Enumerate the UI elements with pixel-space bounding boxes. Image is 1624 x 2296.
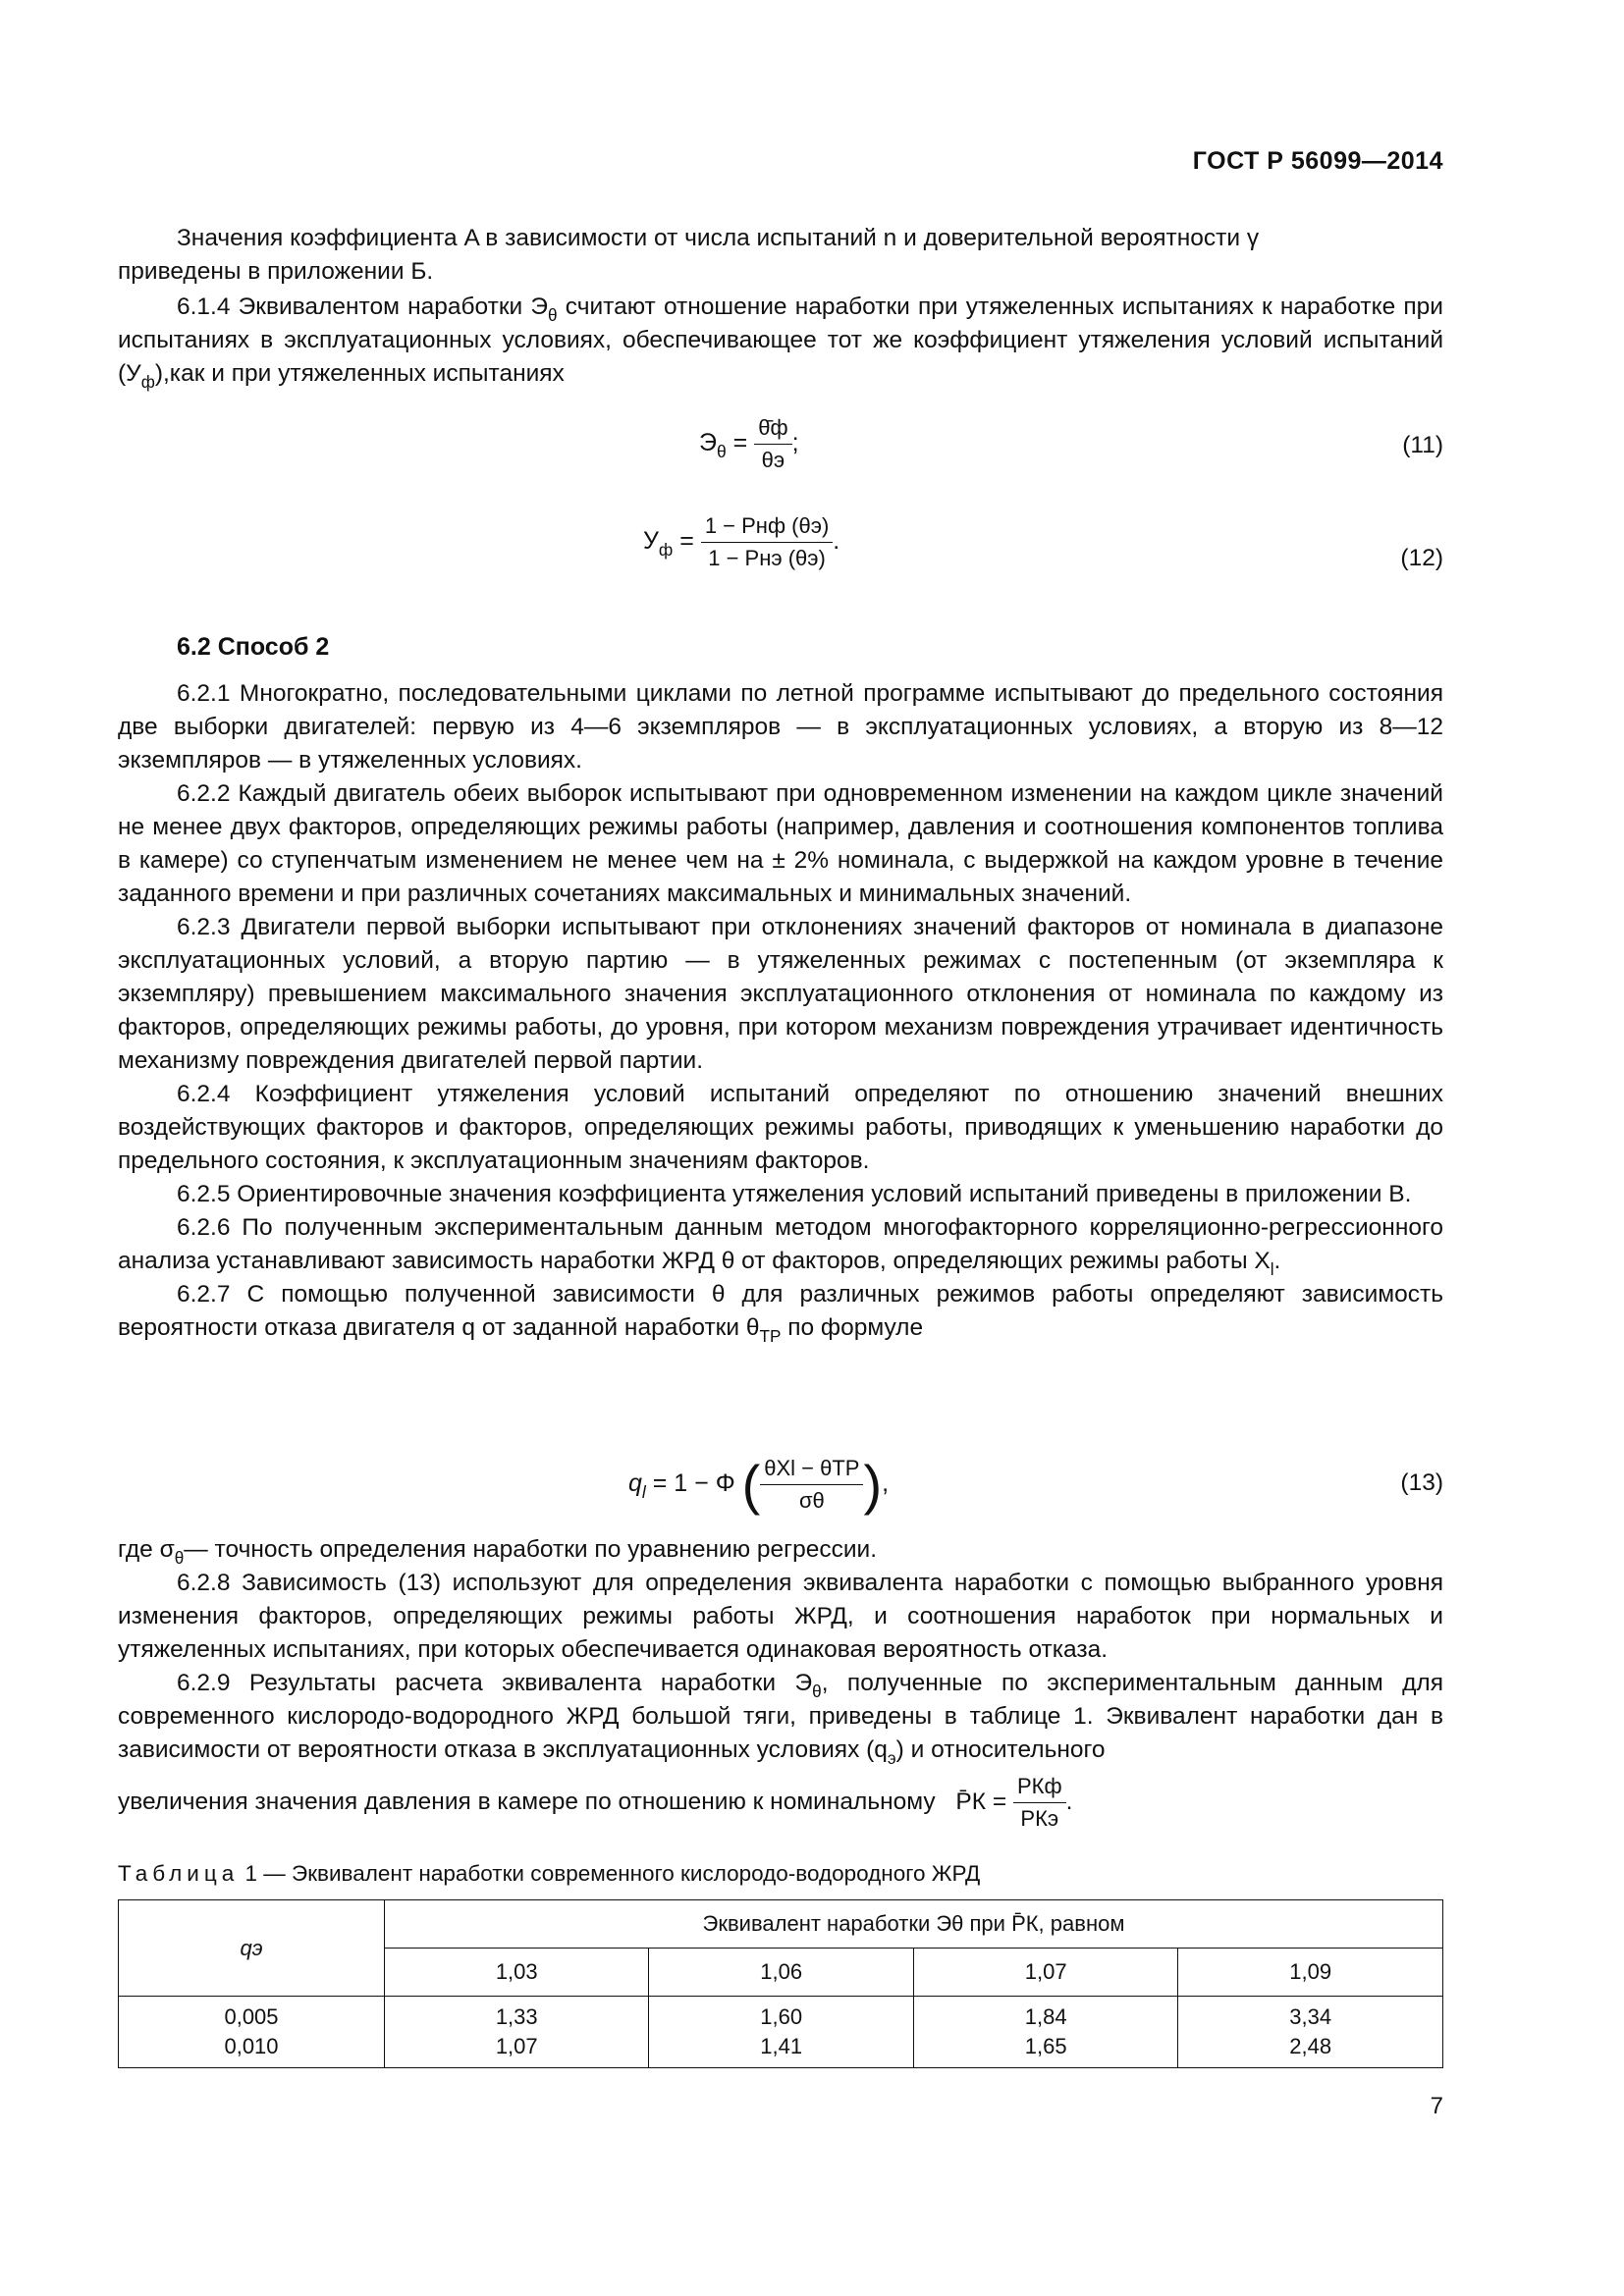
table-1-value-cell (913, 1997, 1177, 2068)
section-6-2-body (118, 677, 1443, 1345)
paragraph-6-2-3: 6.2.3 Двигатели первой выборки испытывают при отклонениях значений факторов от номинала в диапазоне эксплуатационных условий, а вторую партию — в утяжеленных режимах с постепенным (от экземпляра к экземпляру) превышением максимального значения эксплуатационного отклонения от номинала по каждому из факторов, определяющих режимы работы, до уровня, при котором механизм повреждения утрачивает идентичность механизму повреждения двигателей первой партии. (118, 914, 1443, 1074)
formula-13-paren-close: ) (863, 1454, 883, 1516)
formula-11 (699, 414, 799, 474)
formula-12-eq: = (679, 527, 694, 556)
p614-sub-a: θ (548, 305, 558, 325)
where-text-b: — точность определения наработки по уравнению регрессии. (184, 1536, 878, 1563)
formula-13 (628, 1453, 889, 1517)
p627-sub: ТР (759, 1326, 782, 1346)
paragraph-6-2-4: 6.2.4 Коэффициент утяжеления условий испытаний определяют по отношению значений внешних воздействующих факторов и факторов, определяющих режимы работы, приводящих к уменьшению наработки до предельного состояния, к эксплуатационным значениям факторов. (118, 1081, 1443, 1174)
formula-12-fraction (701, 512, 833, 572)
p627-text-a: 6.2.7 С помощью полученной зависимости θ для различных режимов работы определяют зависимость вероятности отказа двигателя q от заданной наработки θ (118, 1281, 1443, 1341)
p629-sub-b: э (887, 1748, 896, 1768)
where-sub: θ (174, 1548, 185, 1568)
p629-text-b: , полученные по экспериментальным данным для современного кислородо-водородного ЖРД большой тяги, приведены в таблице 1. Эквивалент наработки дан в зависимости от вероятности отказа в эксплуатационных условиях (q (118, 1670, 1443, 1763)
formula-11-numerator: θ̄ф (754, 414, 791, 445)
table-1-col-header: 1,09 (1178, 1949, 1443, 1997)
intro-line-2: приведены в приложении Б. (118, 258, 434, 285)
paragraph-6-2-1: 6.2.1 Многократно, последовательными циклами по летной программе испытывают до предельного состояния две выборки двигателей: первую из 4—6 экземпляров — в эксплуатационных условиях, а вторую из 8—12 экземпляров — в утяжеленных условиях. (118, 680, 1443, 774)
table-1-q-cell (119, 1997, 385, 2068)
formula-13-paren-open: ( (741, 1454, 761, 1516)
p626-text-b: . (1273, 1248, 1281, 1274)
table-cell-value: 2,48 (1289, 2034, 1332, 2058)
formula-12 (643, 512, 839, 572)
paragraph-6-2-6 (118, 1211, 1443, 1278)
paragraph-6-2-9 (118, 1667, 1443, 1767)
section-6-2-tail (118, 1533, 1443, 1833)
paragraph-6-2-8: 6.2.8 Зависимость (13) используют для определения эквивалента наработки с помощью выбранного уровня изменения факторов, определяющих режимы работы ЖРД, и соотношения наработок при нормальных и утяжеленных испытаниях, при которых обеспечивается одинаковая вероятность отказа. (118, 1570, 1443, 1663)
table-1-caption (118, 1861, 980, 1887)
table-1-col-header: 1,03 (385, 1949, 649, 1997)
p614-text-a: 6.1.4 Эквивалентом наработки Э (177, 294, 549, 320)
paragraph-6-1-4 (118, 291, 1443, 391)
table-cell-value: 1,33 (495, 2004, 538, 2029)
table-1-col-header: 1,07 (913, 1949, 1177, 1997)
formula-11-number: (11) (1402, 432, 1443, 458)
p614-sub-b: ф (140, 372, 155, 392)
formula-13-denominator: σθ (798, 1488, 825, 1513)
pk-denominator: PКэ (1020, 1806, 1059, 1831)
p627-text-b: по формуле (781, 1314, 924, 1341)
formula-11-lhs-sub: θ (716, 442, 727, 462)
table-1 (118, 1899, 1443, 2068)
table-cell-value: 1,07 (495, 2034, 538, 2058)
formula-13-number: (13) (1400, 1469, 1443, 1496)
formula-11-fraction (754, 414, 791, 474)
formula-11-tail: ; (791, 429, 799, 457)
formula-13-fraction (760, 1455, 863, 1515)
where-text-a: где σ (118, 1536, 175, 1563)
formula-12-tail: . (833, 527, 840, 556)
table-1-value-cell (649, 1997, 913, 2068)
formula-12-denominator: 1 − Pнэ (θэ) (708, 546, 826, 570)
section-heading-6-2: 6.2 Способ 2 (177, 633, 330, 661)
formula-13-eq: = 1 − Φ (652, 1469, 735, 1498)
paragraph-6-2-5: 6.2.5 Ориентировочные значения коэффициента утяжеления условий испытаний приведены в приложении В. (177, 1181, 1412, 1207)
formula-12-numerator: 1 − Pнф (θэ) (701, 512, 833, 543)
table-cell-value: 1,84 (1024, 2004, 1067, 2029)
table-1-group-header: Эквивалент наработки Эθ при P̄К, равном (385, 1900, 1443, 1949)
table-1-col-header: 1,06 (649, 1949, 913, 1997)
standard-header: ГОСТ Р 56099—2014 (1192, 147, 1443, 175)
p626-text-a: 6.2.6 По полученным экспериментальным данным методом многофакторного корреляционно-регрессионного анализа устанавливают зависимость наработки ЖРД θ от факторов, определяющих режимы работы X (118, 1214, 1443, 1274)
pk-tail: . (1065, 1788, 1073, 1815)
formula-13-lhs: q (628, 1469, 642, 1498)
pk-formula: P̄К = $\frac{\text{PКф}}{\text{PКэ}}$ . (955, 1774, 1073, 1831)
table-1-caption-text: 1 — Эквивалент наработки современного кислородо-водородного ЖРД (244, 1861, 981, 1886)
table-1-caption-label: Таблица (118, 1861, 240, 1886)
table-1-value-cell (385, 1997, 649, 2068)
formula-13-lhs-sub: l (641, 1482, 646, 1503)
table-cell-value: 1,41 (760, 2034, 803, 2058)
p629-text-c: ) и относительного (895, 1736, 1106, 1763)
intro-line-1: Значения коэффициента A в зависимости от числа испытаний n и доверительной вероятности γ (177, 225, 1260, 251)
formula-13-tail: , (882, 1469, 890, 1498)
formula-11-denominator: θэ (761, 448, 785, 472)
pk-fraction (1013, 1773, 1066, 1833)
p629-text-d: увеличения значения давления в камере по отношению к номинальному (118, 1788, 936, 1815)
pk-numerator: PКф (1013, 1773, 1066, 1803)
formula-11-eq: = (732, 429, 748, 457)
table-cell-value: 3,34 (1289, 2004, 1332, 2029)
pk-lhs: P̄К (955, 1788, 987, 1815)
table-cell-value: 1,60 (760, 2004, 803, 2029)
p614-text-c: ),как и при утяжеленных испытаниях (154, 360, 565, 387)
paragraph-6-2-7 (118, 1278, 1443, 1345)
p626-sub: l (1270, 1259, 1274, 1279)
formula-13-numerator: θXl − θТР (760, 1455, 863, 1485)
p629-text-a: 6.2.9 Результаты расчета эквивалента наработки Э (177, 1670, 813, 1696)
formula-11-lhs: Э (699, 429, 717, 457)
formula-12-number: (12) (1400, 545, 1443, 571)
formula-13-where (118, 1533, 1443, 1567)
table-1-col-q-header: qэ (119, 1900, 385, 1997)
formula-12-lhs-sub: ф (658, 540, 674, 561)
paragraph-6-2-9-last-line (118, 1773, 1443, 1833)
p629-sub-a: θ (812, 1682, 822, 1701)
p614-text-b: считают отношение наработки при утяжеленных испытаниях к наработке при испытаниях в эксплуатационных условиях, обеспечивающее тот же коэффициент утяжеления условий испытаний (У (118, 294, 1443, 387)
table-1-body-row (119, 1997, 1443, 2068)
table-row-q: 0,005 (224, 2004, 279, 2029)
formula-12-lhs: У (643, 527, 659, 556)
paragraph-6-2-2: 6.2.2 Каждый двигатель обеих выборок испытывают при одновременном изменении на каждом цикле значений не менее двух факторов, определяющих режимы работы (например, давления и соотношения компонентов топлива в камере) со ступенчатым изменением не менее чем на ± 2% номинала, с выдержкой на каждом уровне в течение заданного времени и при различных сочетаниях максимальных и минимальных значений. (118, 780, 1443, 907)
table-cell-value: 1,65 (1024, 2034, 1067, 2058)
table-1-value-cell (1178, 1997, 1443, 2068)
page-number: 7 (1430, 2093, 1443, 2119)
intro-paragraph (118, 222, 1443, 289)
table-row-q: 0,010 (224, 2034, 279, 2058)
